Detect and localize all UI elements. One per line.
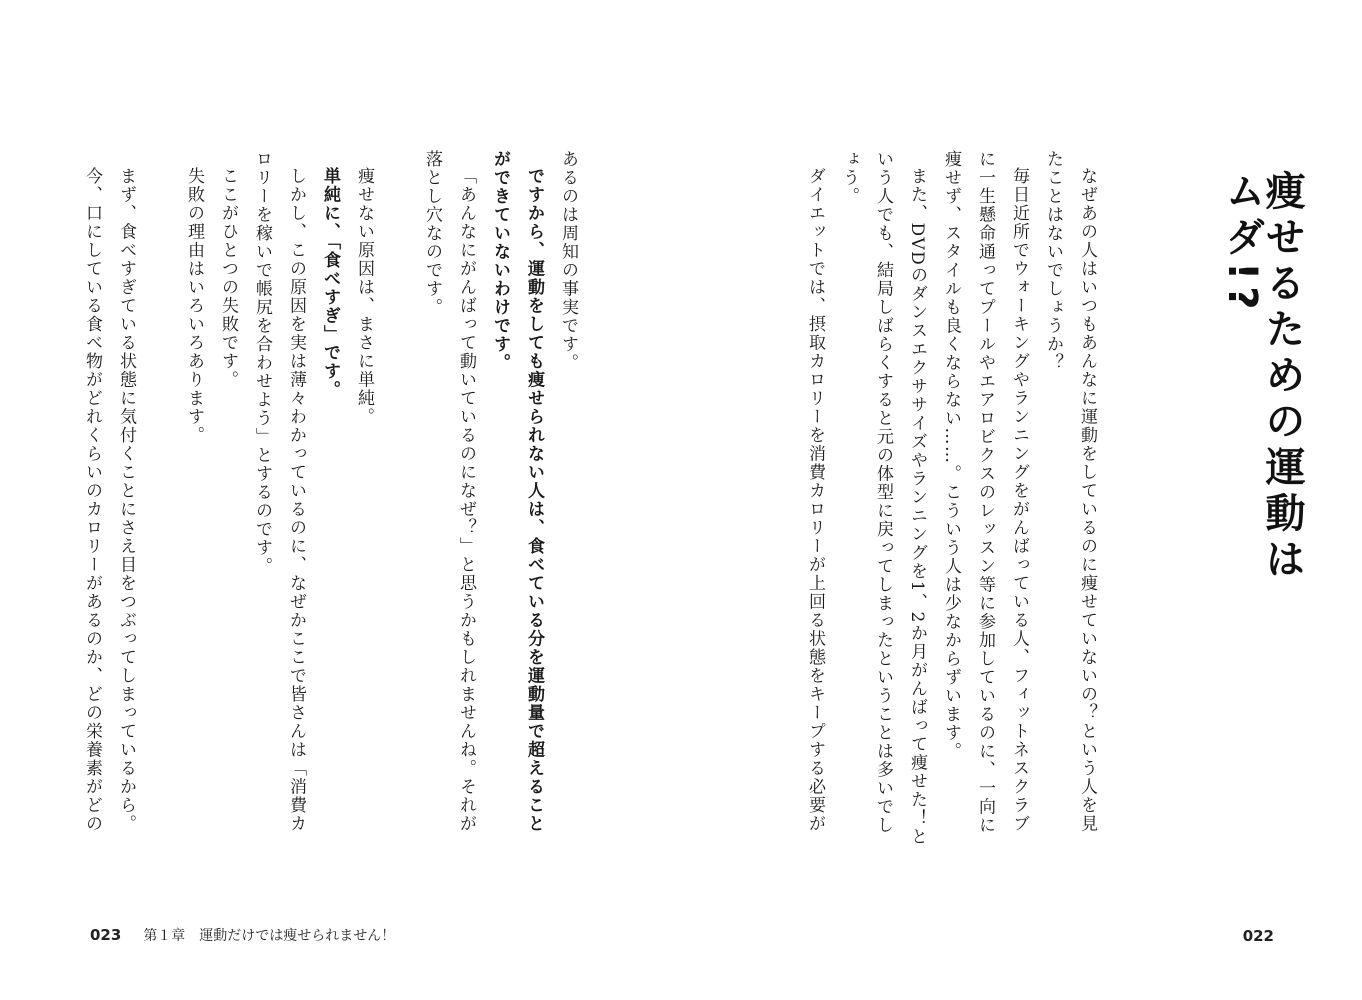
bold-paragraph: ですから、運動をしても痩せられない人は、食べている分を運動量で超えることができていないわけです。 xyxy=(490,150,544,833)
paragraph: なぜあの人はいつもあんなに運動をしているのに痩せていないの？という人を見たことはないでしょうか？ xyxy=(1043,150,1097,833)
bold-line: 単純に、「食べすぎ」です。 xyxy=(320,167,340,399)
paragraph: しかし、この原因を実は薄々わかっているのに、なぜかここで皆さんは「消費カロリーを稼いで帳尻を合わせよう」とするのです。 xyxy=(252,150,306,833)
running-head: 第１章 運動だけでは痩せられません！ xyxy=(143,928,396,944)
section-title: 痩せるための運動はムダ!? xyxy=(1219,170,1305,584)
paragraph: 「あんなにがんばって動いているのになぜ？」と思うかもしれませんね。それが落とし穴なのです。 xyxy=(422,150,476,833)
left-page-body xyxy=(75,150,585,850)
paragraph: 痩せない原因は、まさに単純。 xyxy=(354,167,374,426)
paragraph: 毎日近所でウォーキングやランニングをがんばっている人、フィットネスクラブに一生懸命通ってプールやエアロビクスのレッスン等に参加しているのに、一向に痩せず、スタイルも良くならない……。こういう人は少なからずいます。 xyxy=(941,150,1029,835)
paragraph: まず、食べすぎている状態に気付くことにさえ目をつぶってしまっているから。 xyxy=(116,167,136,833)
right-page xyxy=(681,0,1362,1000)
paragraph: また、DVDのダンスエクササイズやランニングを1、2か月がんばって痩せた！という人でも、結局しばらくすると元の体型に戻ってしまったということは多いでしょう。 xyxy=(839,150,927,846)
page-number: 022 xyxy=(1242,927,1274,945)
paragraph: あるのは周知の事実です。 xyxy=(558,150,578,372)
right-page-body xyxy=(798,150,1104,850)
paragraph: ダイエットでは、摂取カロリーを消費カロリーが上回る状態をキープする必要が xyxy=(805,167,825,833)
paragraph: 失敗の理由はいろいろあります。 xyxy=(184,167,204,445)
page-footer xyxy=(90,925,395,945)
paragraph: ここがひとつの失敗です。 xyxy=(218,167,238,389)
paragraph: 今、口にしている食べ物がどれくらいのカロリーがあるのか、どの栄養素がどの xyxy=(82,167,102,833)
page-number: 023 xyxy=(90,926,122,944)
